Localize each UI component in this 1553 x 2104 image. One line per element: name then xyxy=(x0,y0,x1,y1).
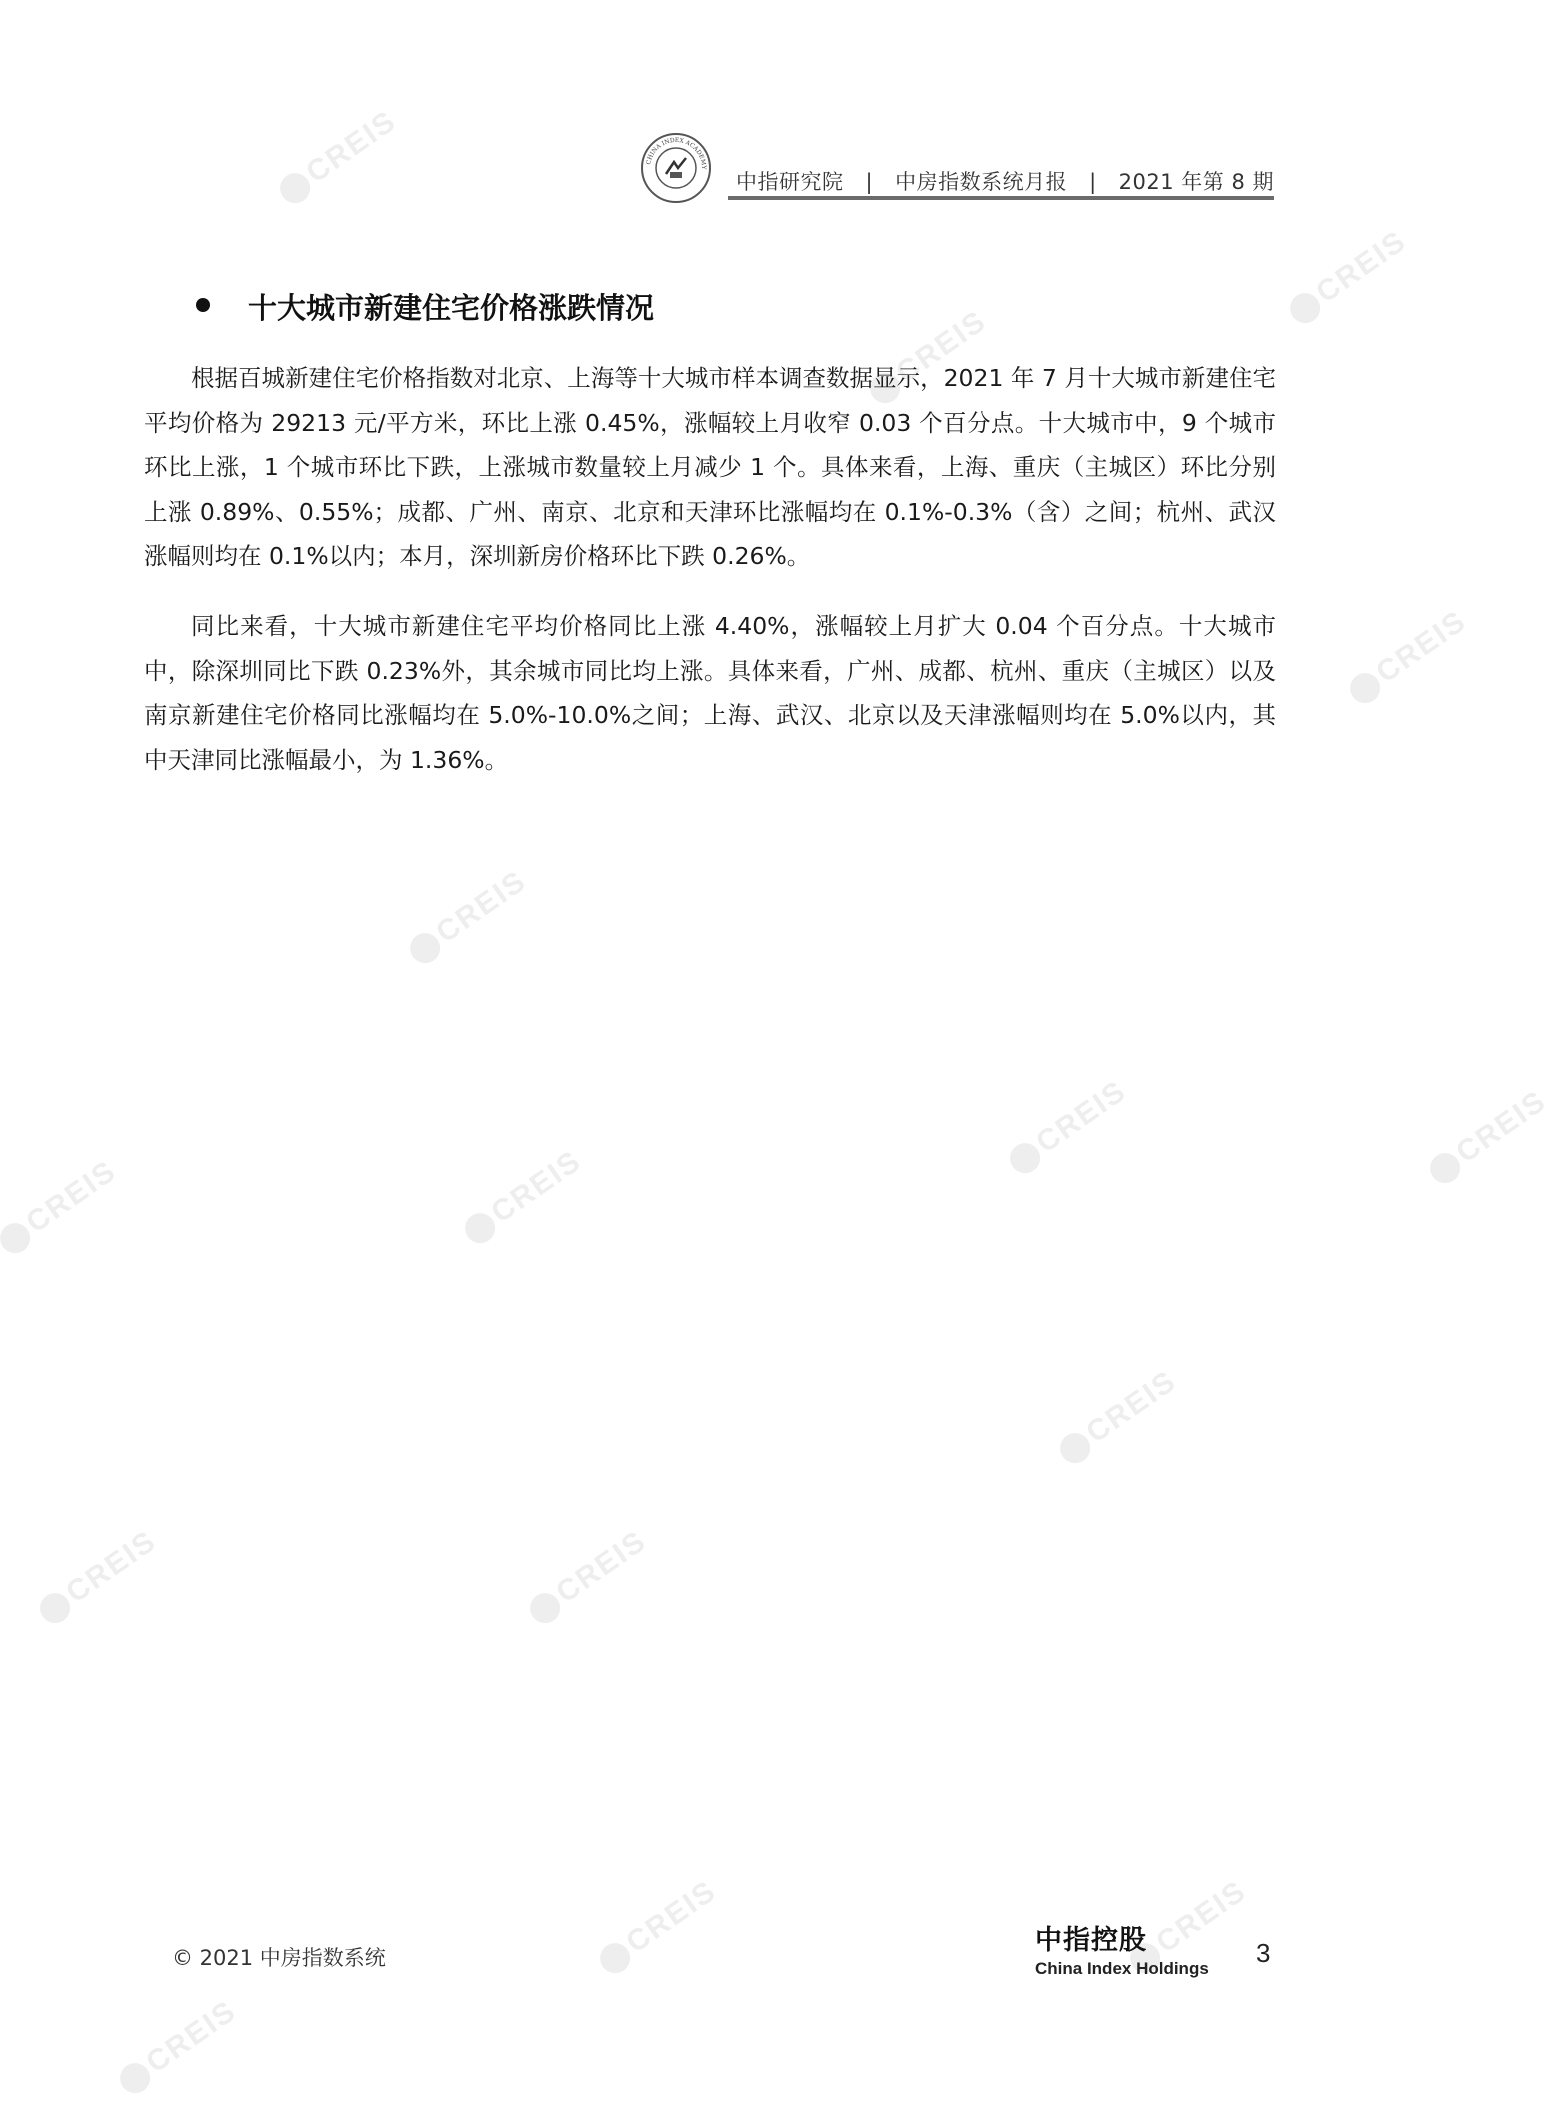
header-text xyxy=(736,166,1274,196)
watermark-dot-icon xyxy=(0,1217,36,1259)
header-separator: | xyxy=(1089,170,1097,194)
page-header xyxy=(640,138,1274,198)
watermark-dot-icon xyxy=(404,927,446,969)
paragraph: 同比来看，十大城市新建住宅平均价格同比上涨 4.40%，涨幅较上月扩大 0.04 个百分点。十大城市中，除深圳同比下跌 0.23%外，其余城市同比均上涨。具体来看，广州、成都、杭州、重庆（主城区）以及南京新建住宅价格同比涨幅均在 5.0%-10.0%之间；上海、武汉、北京以及天津涨幅则均在 5.0%以内，其中天津同比涨幅最小，为 1.36%。 xyxy=(144,612,1276,774)
watermark: CREIS xyxy=(0,1154,123,1260)
watermark-dot-icon xyxy=(34,1587,76,1629)
header-report: 中房指数系统月报 xyxy=(895,170,1068,194)
watermark: CREIS xyxy=(273,104,404,210)
watermark: CREIS xyxy=(1343,604,1474,710)
section-heading xyxy=(196,286,654,327)
watermark: CREIS xyxy=(1053,1364,1184,1470)
section-title: 十大城市新建住宅价格涨跌情况 xyxy=(248,291,655,325)
watermark-dot-icon xyxy=(1054,1427,1096,1469)
watermark: CREIS xyxy=(1123,1874,1254,1980)
header-separator: | xyxy=(865,170,874,194)
watermark: CREIS xyxy=(1003,1074,1134,1180)
footer-copyright: © 2021 中房指数系统 xyxy=(172,1946,386,1970)
watermark: CREIS xyxy=(33,1524,164,1630)
watermark-dot-icon xyxy=(459,1207,501,1249)
logo-en: China Index Holdings xyxy=(1035,1959,1209,1978)
watermark-dot-icon xyxy=(1424,1147,1466,1189)
watermark-dot-icon xyxy=(1004,1137,1046,1179)
header-issue: 2021 年第 8 期 xyxy=(1118,170,1274,194)
watermark: CREIS xyxy=(593,1874,724,1980)
watermark: CREIS xyxy=(113,1994,244,2100)
watermark: CREIS xyxy=(523,1524,654,1630)
watermark-dot-icon xyxy=(114,2057,156,2099)
watermark: CREIS xyxy=(1283,224,1414,330)
watermark-dot-icon xyxy=(274,167,316,209)
paragraph: 根据百城新建住宅价格指数对北京、上海等十大城市样本调查数据显示，2021 年 7 月十大城市新建住宅平均价格为 29213 元/平方米，环比上涨 0.45%，涨幅较上月收窄 0.03 个百分点。十大城市中，9 个城市环比上涨，1 个城市环比下跌，上涨城市数量较上月减少 1 个。具体来看，上海、重庆（主城区）环比分别上涨 0.89%、0.55%；成都、广州、南京、北京和天津环比涨幅均在 0.1%-0.3%（含）之间；杭州、武汉涨幅则均在 0.1%以内；本月，深圳新房价格环比下跌 0.26%。 xyxy=(144,364,1276,570)
watermark-dot-icon xyxy=(1284,287,1326,329)
watermark-dot-icon xyxy=(594,1937,636,1979)
bullet-icon xyxy=(196,298,210,312)
header-rule xyxy=(728,196,1274,200)
watermark: CREIS xyxy=(403,864,534,970)
svg-text:CHINA INDEX ACADEMY: CHINA INDEX ACADEMY xyxy=(645,136,708,170)
watermark-dot-icon xyxy=(524,1587,566,1629)
page-number: 3 xyxy=(1256,1938,1271,1968)
header-org: 中指研究院 xyxy=(736,170,844,194)
watermark: CREIS xyxy=(1423,1084,1553,1190)
watermark: CREIS xyxy=(863,304,994,410)
watermark-dot-icon xyxy=(1344,667,1386,709)
logo-cn: 中指控股 xyxy=(1035,1925,1147,1956)
watermark: CREIS xyxy=(458,1144,589,1250)
academy-seal-icon xyxy=(640,132,712,204)
company-logo xyxy=(1035,1918,1209,1979)
